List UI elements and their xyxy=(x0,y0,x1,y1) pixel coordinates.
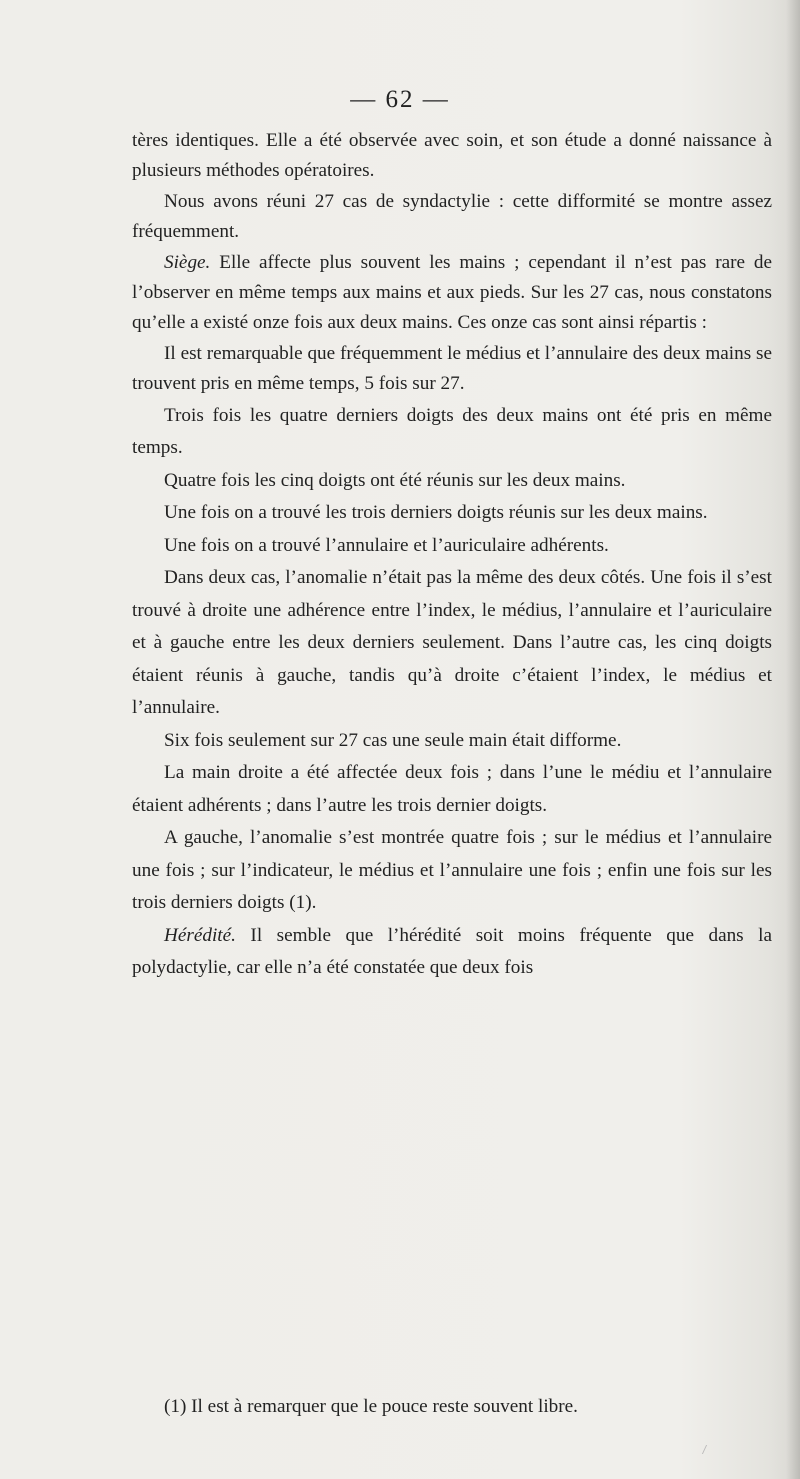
main-text xyxy=(132,126,772,985)
paragraph xyxy=(132,248,772,339)
paragraph: tères identiques. Elle a été observée avec soin, et son étude a donné naissance à plusieurs méthodes opératoires. xyxy=(132,130,772,182)
print-mark xyxy=(702,1445,714,1454)
paragraph xyxy=(132,920,772,985)
section-heading-siege: Siège. xyxy=(164,251,211,273)
paragraph: La main droite a été affectée deux fois ; dans l’une le médiu et l’annulaire étaient adhérents ; dans l’autre les trois dernier doigts. xyxy=(132,762,772,816)
paragraph-text: Elle affecte plus souvent les mains ; cependant il n’est pas rare de l’observer en même temps aux mains et aux pieds. Sur les 27 cas, nous constatons qu’elle a existé onze fois aux deux mains. Ces onze cas sont ainsi répartis : xyxy=(132,251,772,334)
paragraph: Trois fois les quatre derniers doigts des deux mains ont été pris en même temps. xyxy=(132,404,772,459)
paragraph: Il est remarquable que fréquemment le médius et l’annulaire des deux mains se trouvent pris en même temps, 5 fois sur 27. xyxy=(132,342,772,395)
paragraph: Dans deux cas, l’anomalie n’était pas la même des deux côtés. Une fois il s’est trouvé à droite une adhérence entre l’index, le médius, l’annulaire et l’auriculaire et à gauche entre les deux derniers seulement. Dans l’autre cas, les cinq doigts étaient réunis à gauche, tandis qu’à droite c’étaient l’index, le médius et l’annulaire. xyxy=(132,567,772,719)
paragraph: A gauche, l’anomalie s’est montrée quatre fois ; sur le médius et l’annulaire une fois ; sur l’indicateur, le médius et l’annulaire une fois ; enfin une fois sur les trois derniers doigts (1). xyxy=(132,827,772,914)
paragraph: Une fois on a trouvé les trois derniers doigts réunis sur les deux mains. xyxy=(164,502,708,524)
section-heading-heredite: Hérédité. xyxy=(164,924,236,946)
paragraph-text: Il semble que l’hérédité soit moins fréquente que dans la polydactylie, car elle n’a été constatée que deux fois xyxy=(132,924,772,979)
paragraph: Nous avons réuni 27 cas de syndactylie : cette difformité se montre assez fréquemment. xyxy=(132,190,772,243)
paragraph: Quatre fois les cinq doigts ont été réunis sur les deux mains. xyxy=(164,469,626,491)
footnote: (1) Il est à remarquer que le pouce reste souvent libre. xyxy=(164,1396,578,1417)
page-edge-shadow xyxy=(786,0,800,1479)
page-number: — 62 — xyxy=(350,86,450,113)
paragraph: Une fois on a trouvé l’annulaire et l’auriculaire adhérents. xyxy=(164,534,609,556)
paragraph: Six fois seulement sur 27 cas une seule main était difforme. xyxy=(164,729,622,751)
